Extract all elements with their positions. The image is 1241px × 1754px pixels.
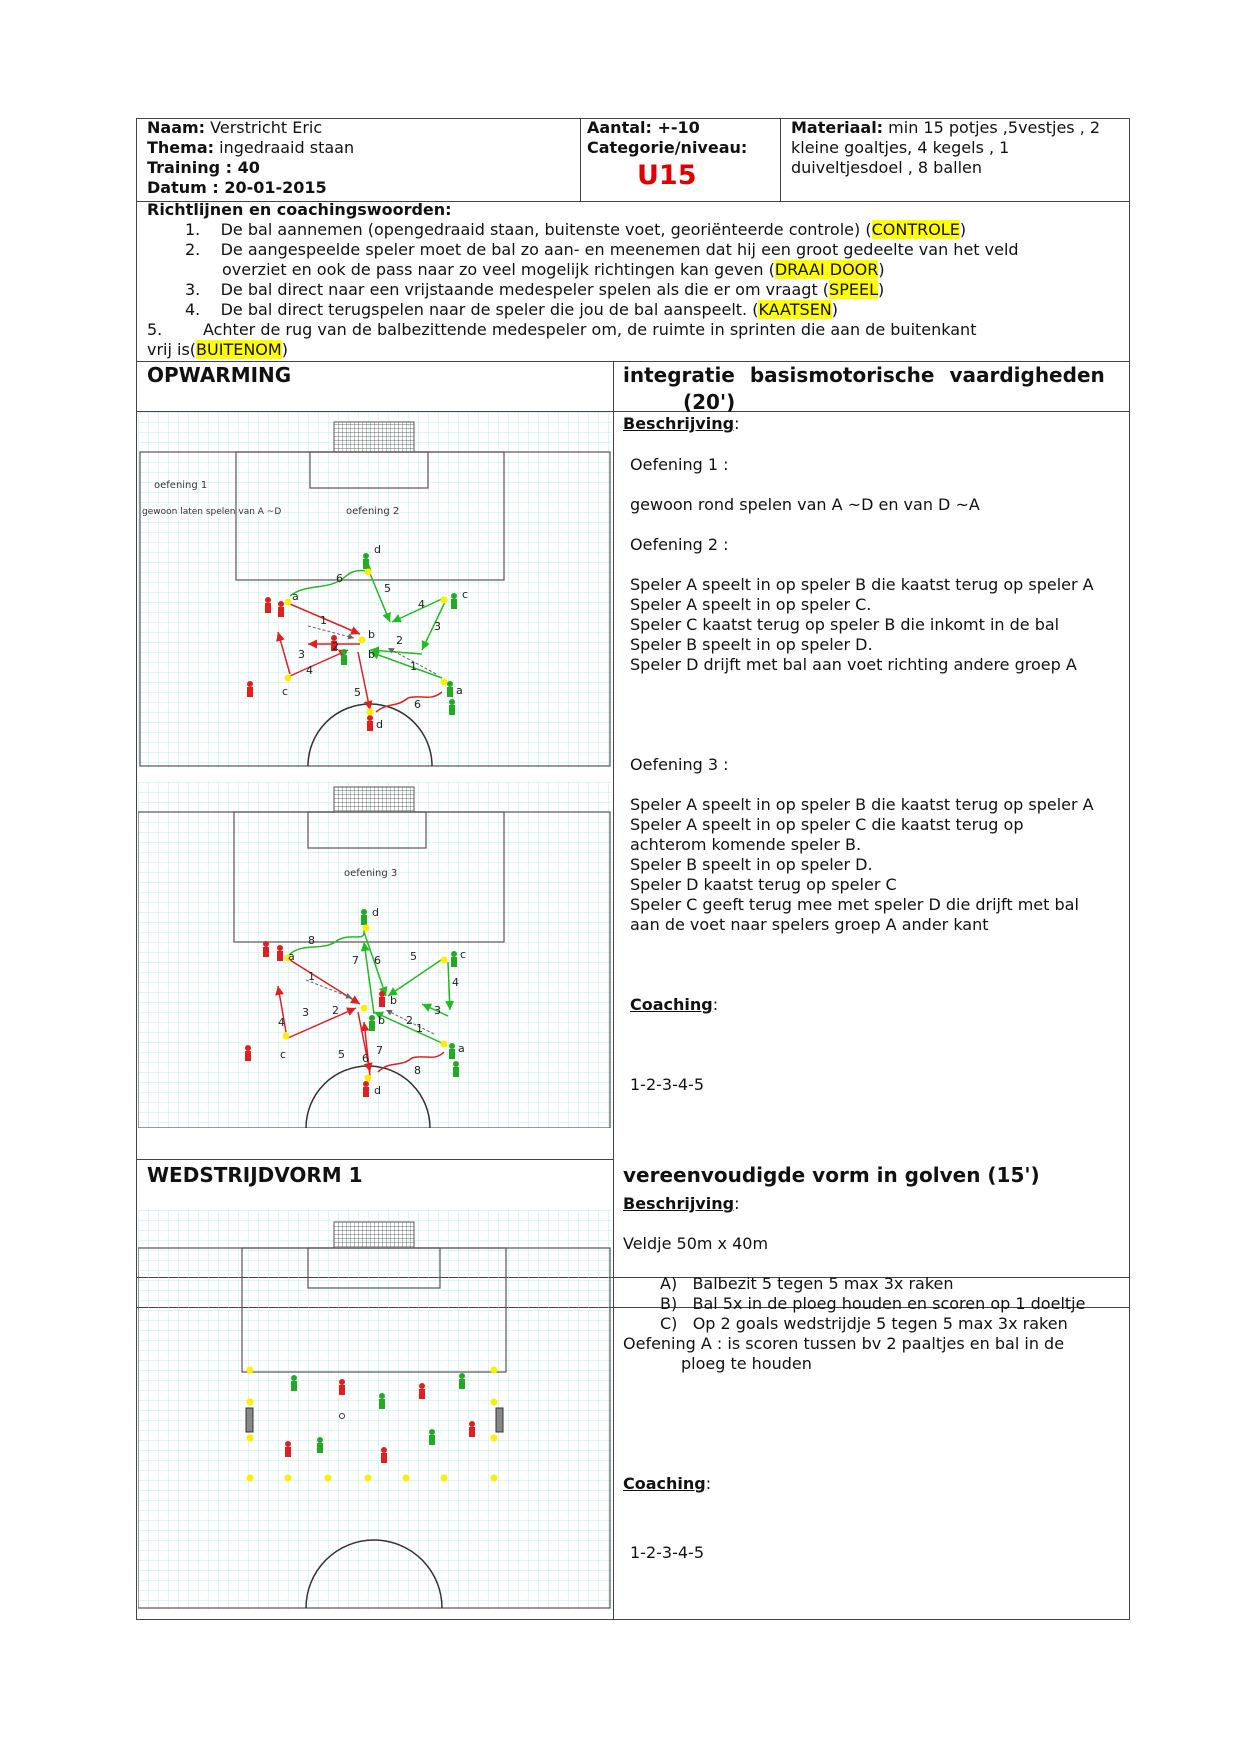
header-divider-2: [780, 119, 781, 201]
categorie-label: Categorie/niveau:: [587, 138, 748, 157]
oefening3-title: Oefening 3 :: [630, 755, 729, 774]
svg-text:c: c: [462, 588, 469, 601]
oefening2-line: Speler B speelt in op speler D.: [630, 635, 873, 654]
oefening2-line: Speler C kaatst terug op speler B die inkomt in de bal: [630, 615, 1060, 634]
svg-text:4: 4: [306, 664, 313, 677]
richtlijn-5-cont: vrij is(BUITENOM): [147, 340, 288, 359]
datum: Datum : 20-01-2015: [147, 178, 327, 197]
svg-text:a: a: [288, 950, 295, 963]
materiaal-line-3: duiveltjesdoel , 8 ballen: [791, 158, 982, 177]
svg-text:6: 6: [362, 1052, 369, 1065]
svg-text:3: 3: [434, 620, 441, 633]
svg-text:3: 3: [434, 1004, 441, 1017]
coaching-text: 1-2-3-4-5: [630, 1543, 704, 1562]
svg-text:1: 1: [410, 660, 417, 673]
thema-value: ingedraaid staan: [219, 138, 355, 157]
svg-text:1: 1: [308, 970, 315, 983]
richtlijn-2: 2. De aangespeelde speler moet de bal zo aan- en meenemen dat hij een groot gedeelte van het veld: [185, 240, 1019, 259]
svg-text:2: 2: [332, 1004, 339, 1017]
richtlijn-5: 5. Achter de rug van de balbezittende medespeler om, de ruimte in sprinten die aan de buitenkant: [147, 320, 977, 339]
materiaal-line-1: min 15 potjes ,5vestjes , 2: [888, 118, 1101, 137]
svg-text:2: 2: [406, 1014, 413, 1027]
oefening-a-line-1: Oefening A : is scoren tussen bv 2 paaltjes en bal in de: [623, 1334, 1065, 1353]
svg-text:c: c: [282, 685, 289, 698]
training-number: Training : 40: [147, 158, 260, 177]
svg-text:6: 6: [414, 698, 421, 711]
svg-text:5: 5: [384, 582, 391, 595]
svg-text:b: b: [378, 1014, 385, 1027]
beschrijving-row: Beschrijving:: [623, 1194, 740, 1213]
beschrijving-row: Beschrijving:: [623, 414, 740, 433]
naam-value: Verstricht Eric: [210, 118, 323, 137]
keyword-speel: SPEEL: [829, 280, 878, 299]
richtlijn-1: 1. De bal aannemen (opengedraaid staan, buitenste voet, georiënteerde controle) (CONTROLE): [185, 220, 967, 239]
oefening-2-diagram: [138, 412, 612, 768]
svg-text:a: a: [292, 590, 299, 603]
coaching-label: Coaching: [623, 1474, 706, 1493]
svg-text:5: 5: [410, 950, 417, 963]
svg-text:3: 3: [298, 648, 305, 661]
svg-text:5: 5: [354, 686, 361, 699]
header-divider-1: [580, 119, 581, 201]
svg-text:b: b: [390, 994, 397, 1007]
materiaal-row-1: [791, 118, 1100, 138]
naam-label: Naam:: [147, 118, 206, 137]
oefening3-line: Speler C geeft terug mee met speler D die drijft met bal: [630, 895, 1079, 914]
oefening2-title: Oefening 2 :: [630, 535, 729, 554]
keyword-kaatsen: KAATSEN: [758, 300, 832, 319]
svg-text:a: a: [456, 684, 463, 697]
keyword-draai-door: DRAAI DOOR: [774, 260, 879, 279]
oefening3-line: Speler A speelt in op speler C die kaatst terug op: [630, 815, 1024, 834]
keyword-controle: CONTROLE: [871, 220, 960, 239]
coaching-row: Coaching:: [623, 1474, 712, 1493]
oefening1-text: gewoon rond spelen van A ~D en van D ~A: [630, 495, 980, 514]
wedstrijdvorm-diagram: [138, 1210, 612, 1610]
richtlijnen-bottom-line: [137, 361, 1129, 362]
beschrijving-label: Beschrijving: [623, 1194, 735, 1213]
oefening-3-diagram: [138, 782, 612, 1128]
svg-text:6: 6: [336, 572, 343, 585]
svg-text:4: 4: [452, 976, 459, 989]
svg-text:c: c: [460, 948, 467, 961]
oefening2-line: Speler A speelt in op speler C.: [630, 595, 872, 614]
coaching-row: Coaching:: [630, 995, 719, 1014]
diagram-label: gewoon laten spelen van A ~D: [142, 507, 282, 517]
svg-text:4: 4: [418, 598, 425, 611]
opwarming-subtitle: integratie basismotorische vaardigheden: [623, 363, 1105, 387]
opwarming-divider: [613, 361, 614, 1277]
svg-text:2: 2: [396, 634, 403, 647]
svg-text:d: d: [376, 718, 383, 731]
richtlijn-2-cont: overziet en ook de pass naar zo veel mogelijk richtingen kan geven (DRAAI DOOR): [222, 260, 885, 279]
wedstrijd-item: A) Balbezit 5 tegen 5 max 3x raken: [660, 1274, 954, 1293]
oefening1-title: Oefening 1 :: [630, 455, 729, 474]
wedstrijd-item: C) Op 2 goals wedstrijdje 5 tegen 5 max 3x raken: [660, 1314, 1068, 1333]
materiaal-label: Materiaal:: [791, 118, 884, 137]
svg-text:3: 3: [302, 1006, 309, 1019]
diagram-label: oefening 3: [344, 868, 398, 879]
veld-size: Veldje 50m x 40m: [623, 1234, 769, 1253]
thema-row: [147, 138, 354, 158]
svg-text:8: 8: [308, 934, 315, 947]
oefening2-line: Speler D drijft met bal aan voet richting andere groep A: [630, 655, 1077, 674]
richtlijn-4: 4. De bal direct terugspelen naar de speler die jou de bal aanspeelt. (KAATSEN): [185, 300, 839, 319]
wedstrijd-divider: [613, 1277, 614, 1619]
naam-row: [147, 118, 322, 138]
richtlijnen-title: Richtlijnen en coachingswoorden:: [147, 200, 452, 219]
oefening3-line: aan de voet naar spelers groep A ander kant: [630, 915, 989, 934]
svg-text:b: b: [368, 648, 375, 661]
materiaal-line-2: kleine goaltjes, 4 kegels , 1: [791, 138, 1010, 157]
opwarming-duration: (20'): [683, 390, 736, 414]
aantal: Aantal: +-10: [587, 118, 700, 137]
oefening3-line: Speler B speelt in op speler D.: [630, 855, 873, 874]
oefening3-line: Speler A speelt in op speler B die kaatst terug op speler A: [630, 795, 1094, 814]
svg-text:1: 1: [416, 1022, 423, 1035]
svg-text:7: 7: [352, 954, 359, 967]
oefening2-line: Speler A speelt in op speler B die kaatst terug op speler A: [630, 575, 1094, 594]
svg-text:b: b: [368, 628, 375, 641]
wedstrijd-item: B) Bal 5x in de ploeg houden en scoren op 1 doeltje: [660, 1294, 1086, 1313]
niveau-value: U15: [637, 160, 697, 191]
svg-text:d: d: [374, 1084, 381, 1097]
diagram-label: oefening 2: [346, 506, 400, 517]
svg-text:5: 5: [338, 1048, 345, 1061]
svg-text:d: d: [372, 906, 379, 919]
svg-text:a: a: [458, 1042, 465, 1055]
coaching-text: 1-2-3-4-5: [630, 1075, 704, 1094]
thema-label: Thema:: [147, 138, 215, 157]
svg-text:6: 6: [374, 954, 381, 967]
diagram-label: oefening 1: [154, 480, 208, 491]
svg-text:1: 1: [320, 614, 327, 627]
diagram-bottom-line: [137, 1159, 614, 1160]
opwarming-title: OPWARMING: [147, 363, 292, 387]
svg-text:8: 8: [414, 1064, 421, 1077]
coaching-label: Coaching: [630, 995, 713, 1014]
oefening3-line: Speler D kaatst terug op speler C: [630, 875, 897, 894]
svg-text:4: 4: [278, 1016, 285, 1029]
keyword-buitenom: BUITENOM: [196, 340, 282, 359]
svg-text:d: d: [374, 543, 381, 556]
svg-text:7: 7: [376, 1044, 383, 1057]
svg-text:2: 2: [332, 640, 339, 653]
svg-text:c: c: [280, 1048, 287, 1061]
richtlijn-3: 3. De bal direct naar een vrijstaande medespeler spelen als die er om vraagt (SPEEL): [185, 280, 885, 299]
beschrijving-label: Beschrijving: [623, 414, 735, 433]
wedstrijdvorm-title: WEDSTRIJDVORM 1: [147, 1163, 363, 1187]
oefening3-line: achterom komende speler B.: [630, 835, 862, 854]
wedstrijdvorm-subtitle: vereenvoudigde vorm in golven (15'): [623, 1163, 1040, 1187]
oefening-a-line-2: ploeg te houden: [681, 1354, 812, 1373]
